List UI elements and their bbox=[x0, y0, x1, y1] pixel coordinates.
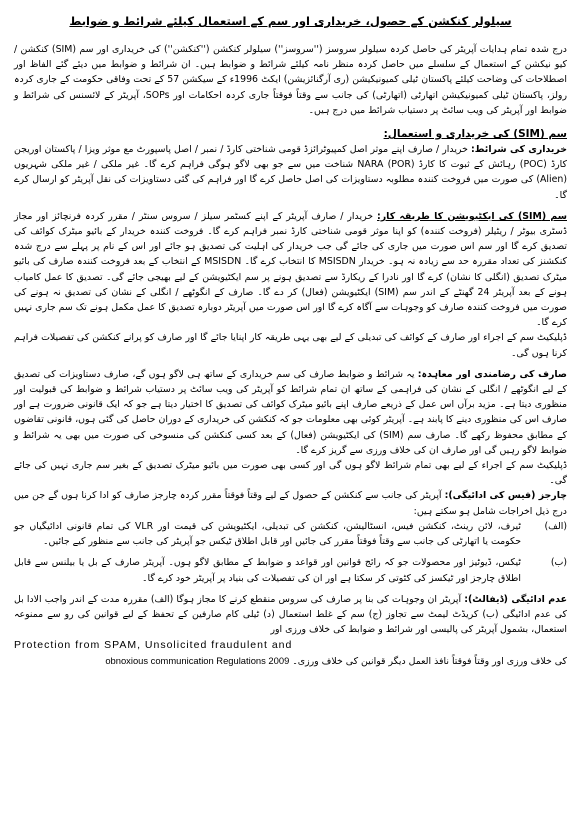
default-text: آپریٹر ان وجوہات کی بنا پر صارف کی سروس منقطع کرنے کا مجاز ہوگا (الف) مقررہ مدت کے اندر واجب الادا بل کی عدم ادائیگی (ب) کریڈٹ لیمٹ سے تجاوز (ج) سم کے غلط استعمال (د) ٹیلی کام صارفین کے تحفظ کے لیے قوانین کی رو سے ممنوعہ استعمال، بشمول آپریٹر کی پالیسی اور شرائط و ضوابط کی خلاف ورزی اور bbox=[14, 593, 567, 636]
default-paragraph bbox=[14, 592, 567, 638]
consent-lead: صارف کی رضامندی اور معاہدہ: bbox=[417, 368, 567, 380]
list-item bbox=[14, 519, 567, 549]
intro-paragraph: درج شدہ تمام ہدایات آپریٹر کی حاصل کردہ سیلولر سروسز (''سروسز'') سیلولر کنکشن (''کنکشن'') کی خریداری اور سم (SIM) کنکشن / کیو نیکشن کے استعمال کے سلسلے میں حاصل کردہ منظر نامہ کیلئے شرائط و ضوابط ہیں۔ ان شرائط و ضوابط میں دیئے گئے الفاظ اور اصطلاحات کی وضاحت کیلئے پاکستان ٹیلی کمیونیکیشن (ری آرگنائزیشن) ایکٹ 1996ء کے سیکشن 57 کے تحت وفاقی حکومت کے جاری کردہ رولز، پاکستان ٹیلی کمیونیکیشن اتھارٹی (اتھارٹی) کی جانب سے وقتاً فوقتاً جاری کردہ احکامات اور SOPs، آپریٹر کے لائسنس کی شرائط و ضوابط اور آپریٹر کی ویب سائٹ پر دستیاب شرائط میں درج ہیں۔ bbox=[14, 44, 568, 116]
duplicate-issue-paragraph: ڈپلیکیٹ سم کے اجراء کے لیے بھی تمام شرائط لاگو ہوں گی اور کسی بھی صورت میں بائیو میٹرک تصدیق کے بغیر سم جاری نہیں کی جائے گی۔ bbox=[14, 460, 567, 487]
charges-text: آپریٹر کی جانب سے کنکشن کے حصول کے لیے وقتاً فوقتاً مقرر کردہ چارجز صارف کو ادا کرنا ہوں گے جن میں درج ذیل اخراجات شامل ہو سکتے ہیں: bbox=[14, 490, 567, 517]
list-item-label: (الف) bbox=[544, 520, 567, 532]
document-title: سیلولر کنکشن کے حصول، خریداری اور سم کے استعمال کیلئے شرائط و ضوابط bbox=[69, 14, 512, 28]
spam-regulation-line: Protection from SPAM, Unsolicited fraudulent and bbox=[14, 639, 293, 652]
charges-lead: چارجز (فیس کی ادائیگی): bbox=[444, 490, 567, 502]
section-sim-heading: سم (SIM) کی خریداری و استعمال: bbox=[383, 128, 567, 141]
charges-paragraph bbox=[14, 488, 567, 518]
consent-text: یہ شرائط و ضوابط صارف کی سم خریداری کے ساتھ ہی لاگو ہوں گے، صارف دستاویزات کی تصدیق کے لیے انگوٹھے / انگلی کے نشان کی فراہمی کے ساتھ ان تمام شرائط کو آپریٹر کی ویب سائٹ پر دستیاب شرائط و ضوابط کی قبولیت اور منظوری دیتا ہے۔ مزید برآں اس عمل کے ذریعے صارف اپنے بائیو میٹرک کوائف کی تصدیق کا اختیار دیتا ہے جو کہ ایک قانونی ضرورت ہے اور صارف اس کی منظوری دینے کا پابند ہے۔ آپریٹر کوئی بھی معلومات جو کہ کنکشن کی خریداری کے دوران حاصل کی گئی ہوں، قانونی تقاضوں کے مطابق محفوظ رکھے گا۔ صارف سم (SIM) کی ایکٹیویشن (فعال) کے بعد کسی کنکشن کی منسوخی کی صورت میں بھی یہ شرائط و ضوابط لاگو رہیں گی اور صارف ان کی خلاف ورزی سے گریز کرے گا۔ bbox=[14, 368, 567, 456]
list-item-text: ٹیرف، لائن رینٹ، کنکشن فیس، انسٹالیشن، کنکشن کی تبدیلی، ایکٹیویشن کی قیمت اور VLR کی تمام قانونی ادائیگیاں جو حکومت یا اتھارٹی کی جانب سے وقتاً فوقتاً مقرر کی جائیں اور قابل اطلاق ٹیکس جو آپریٹر کی جانب سے منظور کیے جائیں۔ bbox=[14, 520, 521, 548]
final-line-urdu: کی خلاف ورزی اور وقتاً فوقتاً نافذ العمل دیگر قوانین کی خلاف ورزی۔ bbox=[292, 656, 567, 668]
activation-paragraph bbox=[14, 209, 567, 331]
purchase-terms-lead: خریداری کی شرائط: bbox=[471, 144, 568, 156]
list-item-label: (ب) bbox=[550, 557, 567, 569]
activation-lead: سم (SIM) کی ایکٹیویشن کا طریقہ کار: bbox=[377, 210, 567, 222]
default-lead: عدم ادائیگی (ڈیفالٹ): bbox=[464, 593, 567, 605]
list-item bbox=[14, 555, 567, 585]
final-line bbox=[14, 653, 567, 669]
duplicate-sim-paragraph: ڈپلیکیٹ سم کے اجراء اور صارف کے کوائف کی تبدیلی کے لیے بھی یہی طریقہ کار اپنایا جائے گا اور صارف کو پرانے کنکشن کی تفصیلات فراہم کرنا ہوں گی۔ bbox=[14, 332, 567, 359]
purchase-terms-paragraph bbox=[14, 142, 567, 203]
list-item-text: ٹیکس، ڈیوٹیز اور محصولات جو کہ رائج قوانین اور قواعد و ضوابط کے مطابق لاگو ہوں۔ آپریٹر صارف کے بل یا بیلنس سے قابل اطلاق چارجز اور ٹیکسز کی کٹوتی کر سکتا ہے اور ان کی تفصیلات کی بنیاد پر آپریٹر خود کرے گا۔ bbox=[14, 557, 521, 584]
activation-text: خریدار / صارف آپریٹر کے اپنے کسٹمر سیلز / سروس سنٹر / مقرر کردہ فرنچائز اور مجاز ڈسٹری بیوٹر / ریٹیلر (فروخت کنندہ) کو اپنا موثر قومی شناختی کارڈ نمبر فراہم کرے گا۔ فروخت کنندہ خریدار کے بائیو میٹرک کوائف کی تصدیق کرے گا اور سم اس صورت میں جاری کی جائے گی جب خریدار کی اہلیت کی تصدیق ہو جائے اور اس کے نام پر پہلے سے درج شدہ کنکشنز کی تعداد مقررہ حد سے زیادہ نہ ہو۔ خریدار MSISDN کا انتخاب کرے گا۔ MSISDN کے انتخاب کے بعد فروخت کنندہ صارف کی بائیو میٹرک تصدیق (انگلی کا نشان) کرے گا اور نادرا کے ریکارڈ سے تصدیق ہونے پر سم ایکٹیویشن کے لیے بھیجی جائے گی۔ تصدیق کا عمل کامیاب ہونے کے بعد آپریٹر 24 گھنٹے کے اندر سم (SIM) ایکٹیویشن (فعال) کر دے گا۔ صارف کے انگوٹھے / انگلی کے نشان کی تصدیق نہ ہونے کی صورت میں فروخت کنندہ صارف کو وجوہات سے آگاہ کرے گا اور اس صورت میں آپریٹر دوبارہ تصدیق کا عمل مکمل ہونے تک سم جاری نہیں کرے گا۔ bbox=[14, 210, 567, 329]
final-line-english: obnoxious communication Regulations 2009 bbox=[105, 655, 290, 667]
consent-paragraph bbox=[14, 367, 567, 458]
purchase-terms-text: خریدار / صارف اپنے موثر اصل کمپیوٹرائزڈ قومی شناختی کارڈ / نمبر / اصل پاسپورٹ مع موثر ویزا / پاکستان اوریجن کارڈ (POC) رہائش کے ثبوت کا کارڈ NARA (POR) شناخت میں سے جو بھی لاگو ہوگی فراہم کرے گا۔ غیر ملکی / غیر ملکی شہریوں (Alien) کی صورت میں فروخت کنندہ مطلوبہ دستاویزات کی اصل حاصل کرے گا اور فراہم کی گئی دستاویزات کی نقل آپریٹر کو ارسال کرے گا۔ bbox=[14, 144, 567, 201]
